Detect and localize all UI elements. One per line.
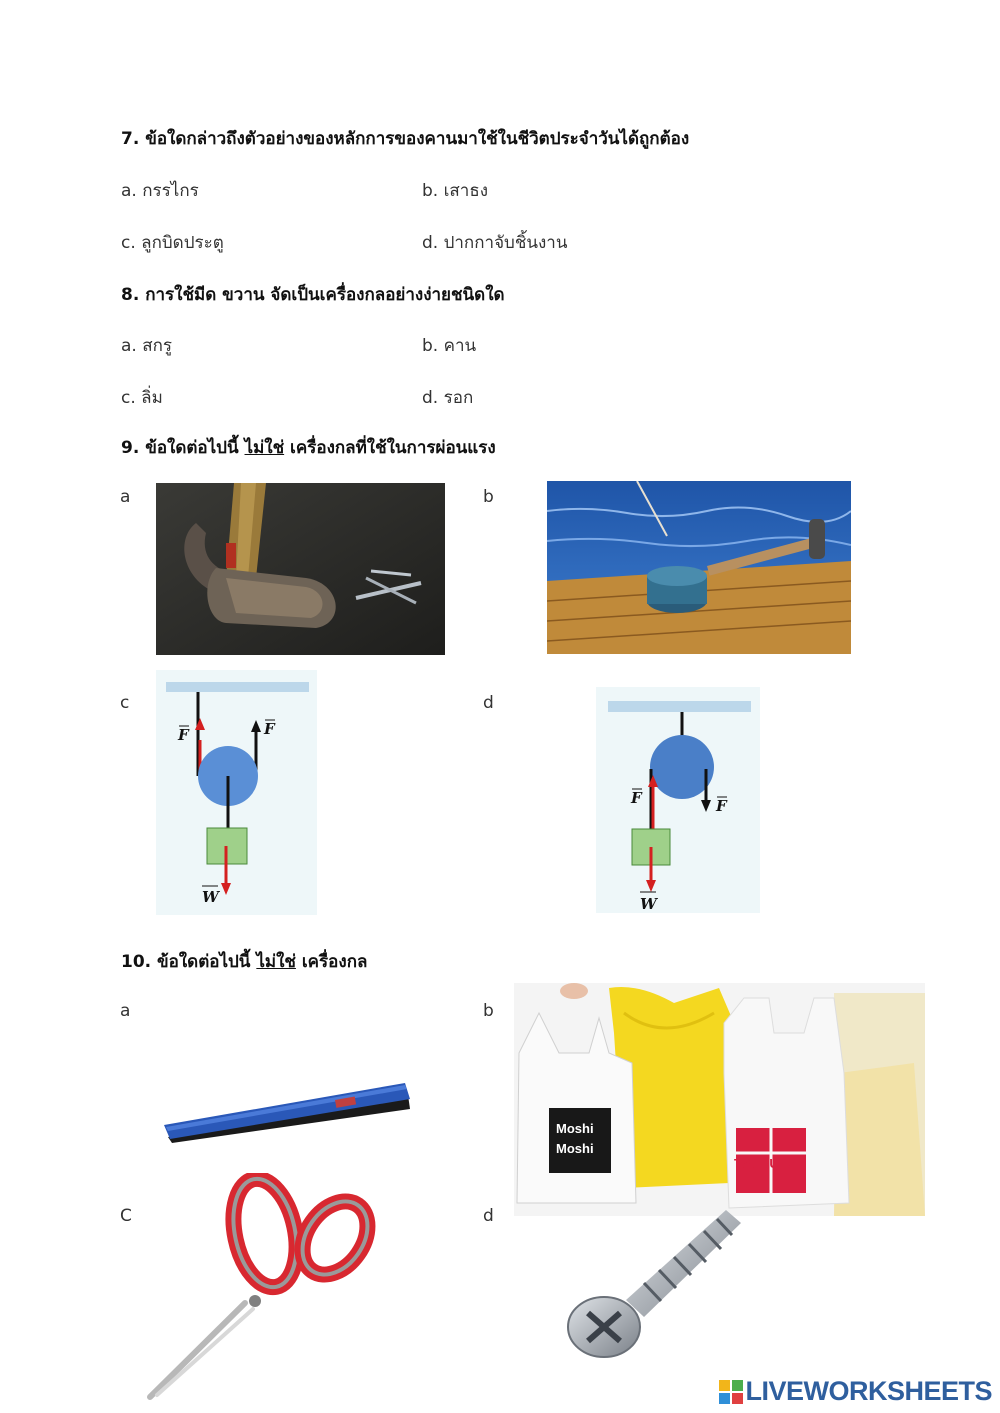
- q9-emphasis: ไม่ใช่: [244, 438, 285, 458]
- stapler-image[interactable]: [160, 1075, 415, 1150]
- pulley-c-force-right: F: [264, 720, 275, 738]
- logo-text: LIVEWORKSHEETS: [745, 1376, 992, 1406]
- q7-option-c[interactable]: c. ลูกบิดประตู: [121, 233, 224, 253]
- q9-label-a: a: [120, 487, 131, 507]
- q7-option-d[interactable]: d. ปากกาจับชิ้นงาน: [422, 233, 568, 253]
- q9-suffix: เครื่องกลที่ใช้ในการผ่อนแรง: [284, 438, 496, 458]
- logo-mark-icon: [719, 1380, 743, 1404]
- q8-option-b[interactable]: b. คาน: [422, 336, 477, 356]
- bag-label-moshi-1: Moshi: [556, 1121, 594, 1136]
- q7-option-a[interactable]: a. กรรไกร: [121, 181, 199, 201]
- q9-label-d: d: [483, 693, 494, 713]
- pulley-c-weight: W: [202, 888, 219, 906]
- bag-label-tsuruha: TSURUHA: [734, 1156, 798, 1171]
- question-8-text: 8. การใช้มีด ขวาน จัดเป็นเครื่องกลอย่างง่ายชนิดใด: [121, 285, 505, 305]
- q10-suffix: เครื่องกล: [295, 952, 368, 972]
- q8-option-a[interactable]: a. สกรู: [121, 336, 173, 356]
- bag-label-moshi-2: Moshi: [556, 1141, 594, 1156]
- pulley-d-force-left: F: [631, 789, 642, 807]
- fixed-pulley-diagram[interactable]: [596, 687, 760, 913]
- scissors-image[interactable]: [145, 1173, 385, 1401]
- pulley-d-force-right: F: [716, 797, 727, 815]
- q10-label-c: C: [120, 1206, 132, 1226]
- movable-pulley-diagram[interactable]: [156, 670, 317, 915]
- pulley-c-force-left: F: [178, 726, 189, 744]
- q9-prefix: 9. ข้อใดต่อไปนี้: [121, 438, 245, 458]
- q9-label-c: c: [120, 693, 130, 713]
- q10-prefix: 10. ข้อใดต่อไปนี้: [121, 952, 257, 972]
- q9-label-b: b: [483, 487, 494, 507]
- q8-option-d[interactable]: d. รอก: [422, 388, 474, 408]
- pulley-d-weight: W: [640, 895, 657, 913]
- q8-option-c[interactable]: c. ลิ่ม: [121, 388, 163, 408]
- q7-option-b[interactable]: b. เสาธง: [422, 181, 489, 201]
- boat-winch-image[interactable]: [547, 481, 851, 654]
- screw-image[interactable]: [566, 1205, 746, 1365]
- question-9-text: [121, 434, 496, 461]
- q10-label-a: a: [120, 1001, 131, 1021]
- liveworksheets-logo[interactable]: [719, 1376, 992, 1407]
- question-10-text: [121, 948, 367, 975]
- plastic-bags-image[interactable]: [514, 983, 925, 1216]
- q10-emphasis: ไม่ใช่: [256, 952, 296, 972]
- hammer-image[interactable]: [156, 483, 445, 655]
- q10-label-d: d: [483, 1206, 494, 1226]
- q10-label-b: b: [483, 1001, 494, 1021]
- question-7-text: 7. ข้อใดกล่าวถึงตัวอย่างของหลักการของคานมาใช้ในชีวิตประจำวันได้ถูกต้อง: [121, 129, 690, 149]
